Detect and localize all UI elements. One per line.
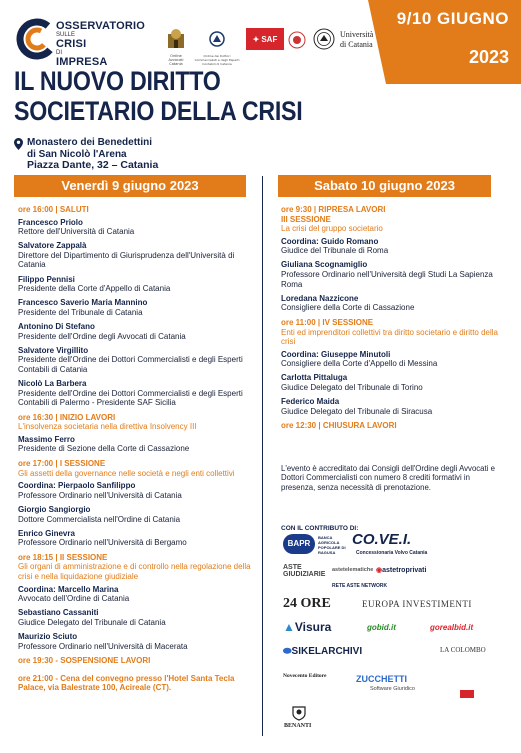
saf-star-icon: ✦ <box>252 34 260 44</box>
speaker-entry <box>18 379 258 408</box>
saf-logo <box>246 28 284 50</box>
lacolombo-logo: LA COLOMBO <box>440 646 486 654</box>
speaker-role: Giudice Delegato del Tribunale di Catania <box>18 617 166 627</box>
speaker-entry <box>18 585 258 604</box>
bapr-text: BANCA AGRICOLA POPOLARE DI RAGUSA <box>318 535 346 555</box>
speaker-entry <box>281 260 506 289</box>
location-pin-icon <box>14 138 23 150</box>
venue-line-1: Monastero dei Benedettini <box>27 137 153 148</box>
ordine-commercialisti-caption: Ordine dei Dottori Commercialisti e degli Esperti Contabili di Catania <box>194 54 240 66</box>
session-time: ore 12:30 | CHIUSURA LAVORI <box>281 421 397 431</box>
org-line-3: CRISI <box>56 38 87 50</box>
zucchetti-logo: ZUCCHETTI <box>356 674 407 684</box>
friday-program <box>18 200 258 696</box>
event-title <box>14 66 302 126</box>
zucchetti-sub: Software Giuridico <box>370 686 415 692</box>
visura-text: Visura <box>294 620 332 634</box>
ordine-avvocati-logo <box>163 22 189 66</box>
sikel-mark-icon: ⬬ <box>283 646 292 657</box>
org-line-4: DI <box>56 50 62 56</box>
speaker-name: Federico Maida <box>281 397 340 407</box>
speaker-entry <box>18 505 258 524</box>
speaker-entry <box>18 322 258 341</box>
saturday-program <box>281 200 506 533</box>
title-line-1: IL NUOVO DIRITTO <box>14 66 221 96</box>
accreditation-note: L'evento è accreditato dai Consigli dell'Ordine degli Avvocati e Dottori Commercialisti con numero 8 crediti formativi in presenza, senza necessità di prenotazione. <box>281 463 495 493</box>
speaker-name: Coordina: Guido Romano <box>281 236 379 246</box>
red-badge-logo <box>460 690 474 698</box>
title-line-2: SOCIETARIO DELLA CRISI <box>14 96 303 126</box>
benanti-crest-icon <box>291 705 307 721</box>
mini-emblem <box>286 30 308 50</box>
speaker-name: Enrico Ginevra <box>18 528 75 538</box>
university-line-1: Università <box>340 30 374 39</box>
speaker-entry <box>281 373 506 392</box>
friday-heading: Venerdì 9 giugno 2023 <box>14 175 246 197</box>
speaker-name: Maurizio Sciuto <box>18 631 78 641</box>
sole24ore-logo: 24 ORE <box>283 596 331 611</box>
session-time: ore 16:30 | INIZIO LAVORI <box>18 412 116 422</box>
speaker-role: Avvocato dell'Ordine di Catania <box>18 594 130 604</box>
speaker-name: Nicolò La Barbera <box>18 378 87 388</box>
ordine-commercialisti-logo <box>192 22 242 66</box>
event-year: 2023 <box>468 47 509 67</box>
speaker-role: Presidente dell'Ordine dei Dottori Commercialisti e degli Esperti Contabili di Catania <box>18 355 243 374</box>
event-days: 9/10 GIUGNO <box>396 9 509 28</box>
covei-logo: CO.VE.I. <box>352 531 412 548</box>
observatory-c-icon <box>16 18 58 60</box>
speaker-name: Loredana Nazzicone <box>281 293 359 303</box>
session-time: ore 19:30 - SOSPENSIONE LAVORI <box>18 656 151 666</box>
observatory-logo <box>16 18 156 68</box>
speaker-name: Giorgio Sangiorgio <box>18 504 91 514</box>
university-seal <box>312 26 336 52</box>
visura-mark-icon: ▲ <box>283 620 295 634</box>
venue-line-2: di San Nicolò l'Arena <box>27 148 127 160</box>
speaker-entry <box>18 608 258 627</box>
rete-aste-logo: RETE ASTE NETWORK <box>332 583 388 589</box>
speaker-entry <box>281 294 506 313</box>
speaker-entry <box>18 529 258 548</box>
speaker-role: Direttore del Dipartimento di Giurisprudenza dell'Università di Catania <box>18 250 235 270</box>
speaker-name: Carlotta Pittaluga <box>281 373 348 383</box>
speaker-name: Francesco Priolo <box>18 217 83 227</box>
speaker-entry <box>18 435 258 454</box>
session-title: Enti ed imprenditori collettivi tra diritto societario e diritto della crisi <box>281 327 498 347</box>
saf-text: SAF <box>261 34 278 44</box>
commercialisti-emblem-icon <box>209 31 225 49</box>
speaker-role: Giudice del Tribunale di Roma <box>281 246 389 256</box>
speaker-name: Coordina: Marcello Marina <box>18 584 119 594</box>
speaker-role: Consigliere della Corte d'Appello di Messina <box>281 359 438 369</box>
speaker-name: Sebastiano Cassaniti <box>18 608 99 618</box>
speaker-name: Francesco Saverio Maria Mannino <box>18 298 148 308</box>
session-time: ore 9:30 | RIPRESA LAVORI <box>281 205 386 214</box>
speaker-entry <box>281 397 506 416</box>
speaker-role: Presidente dell'Ordine dei Dottori Commercialisti e degli Esperti Contabili di Palermo - Presidente SAF Sicilia <box>18 388 243 408</box>
speaker-role: Presidente di Sezione della Corte di Cassazione <box>18 444 190 454</box>
asteprivati-text: astetroprivati <box>382 567 427 574</box>
org-line-5: IMPRESA <box>56 56 108 68</box>
session-label: III SESSIONE <box>281 214 331 224</box>
org-line-1: OSSERVATORIO <box>56 20 145 32</box>
speaker-role: Professore Ordinario nell'Università degli Studi La Sapienza Roma <box>281 270 493 289</box>
speaker-name: Massimo Ferro <box>18 434 75 444</box>
europa-investimenti-logo: EUROPA INVESTIMENTI <box>362 599 472 609</box>
speaker-name: Antonino Di Stefano <box>18 321 95 331</box>
speaker-role: Professore Ordinario nell'Università di Catania <box>18 490 182 500</box>
speaker-role: Rettore dell'Università di Catania <box>18 227 135 237</box>
session-time: ore 16:00 | SALUTI <box>18 205 89 214</box>
speaker-entry <box>18 632 258 651</box>
speaker-role: Giudice Delegato del Tribunale di Siracusa <box>281 406 433 416</box>
venue-line-3: Piazza Dante, 32 – Catania <box>27 159 159 171</box>
speaker-name: Coordina: Giuseppe Minutoli <box>281 349 391 359</box>
column-divider <box>262 176 263 736</box>
ordine-avvocati-caption: Ordine Avvocati Catania <box>168 54 184 66</box>
speaker-name: Salvatore Zappalà <box>18 241 87 251</box>
speaker-entry <box>281 350 506 369</box>
benanti-logo: BENANTI <box>284 723 312 729</box>
justice-emblem-icon <box>166 28 186 52</box>
astetelematiche-logo: astetelematiche <box>332 567 374 573</box>
speaker-name: Giuliana Scognamiglio <box>281 260 368 270</box>
speaker-name: Filippo Pennisi <box>18 274 75 284</box>
aste-giudiziarie-logo: ASTE GIUDIZIARIE <box>283 564 326 578</box>
session-title: L'insolvenza societaria nella direttiva Insolvency III <box>18 422 197 432</box>
speaker-role: Dottore Commercialista nell'Ordine di Catania <box>18 514 181 524</box>
sponsors-label: CON IL CONTRIBUTO DI: <box>281 524 359 532</box>
speaker-entry <box>18 298 258 317</box>
speaker-role: Professore Ordinario nell'Università di Macerata <box>18 641 188 651</box>
gorealbid-logo: gorealbid.it <box>430 623 474 632</box>
saturday-heading: Sabato 10 giugno 2023 <box>278 175 491 197</box>
round-seal-icon <box>288 31 306 49</box>
speaker-role: Presidente del Tribunale di Catania <box>18 307 143 317</box>
university-seal-icon <box>313 28 335 50</box>
speaker-name: Coordina: Pierpaolo Sanfilippo <box>18 481 136 491</box>
novecento-logo: Novecento Editore <box>283 673 327 679</box>
covei-sub: Concessionaria Volvo Catania <box>356 550 428 556</box>
asteprivati-mark-icon: ◉ <box>376 567 383 574</box>
speaker-entry <box>18 346 258 375</box>
speaker-entry <box>18 481 258 500</box>
asteprivati-logo <box>376 566 426 574</box>
session-time: ore 18:15 | II SESSIONE <box>18 552 108 562</box>
bapr-logo: BAPR <box>283 534 315 554</box>
speaker-entry <box>18 241 258 270</box>
speaker-entry <box>18 275 258 294</box>
speaker-role: Presidente dell'Ordine degli Avvocati di Catania <box>18 331 186 341</box>
speaker-name: Salvatore Virgillito <box>18 345 89 355</box>
speaker-role: Consigliere della Corte di Cassazione <box>281 303 415 313</box>
session-time: ore 11:00 | IV SESSIONE <box>281 317 374 327</box>
session-title: Gli organi di amministrazione e di controllo nella regolazione della crisi e nella liquidazione giudiziale <box>18 562 251 581</box>
venue <box>14 137 158 172</box>
org-line-2: SULLE <box>56 32 76 38</box>
date-banner <box>386 0 521 84</box>
sikelarchivi-text: SIKELARCHIVI <box>291 646 363 657</box>
gobid-logo: gobid.it <box>367 623 396 632</box>
sikelarchivi-logo <box>283 646 362 657</box>
visura-logo <box>283 620 331 634</box>
speaker-role: Professore Ordinario nell'Università di Bergamo <box>18 538 187 548</box>
speaker-role: Presidente della Corte d'Appello di Catania <box>18 284 171 294</box>
speaker-entry <box>18 218 258 237</box>
session-title: Gli assetti della governance nelle società e negli enti collettivi <box>18 468 235 478</box>
session-title: La crisi del gruppo societario <box>281 224 383 234</box>
speaker-entry <box>281 237 506 256</box>
session-time: ore 21:00 - Cena del convegno presso l'Hotel Santa Tecla Palace, via Balestrate 100, Acireale (CT). <box>18 673 235 693</box>
speaker-role: Giudice Delegato del Tribunale di Torino <box>281 383 423 392</box>
session-time: ore 17:00 | I SESSIONE <box>18 459 106 469</box>
university-line-2: di Catania <box>340 40 373 49</box>
